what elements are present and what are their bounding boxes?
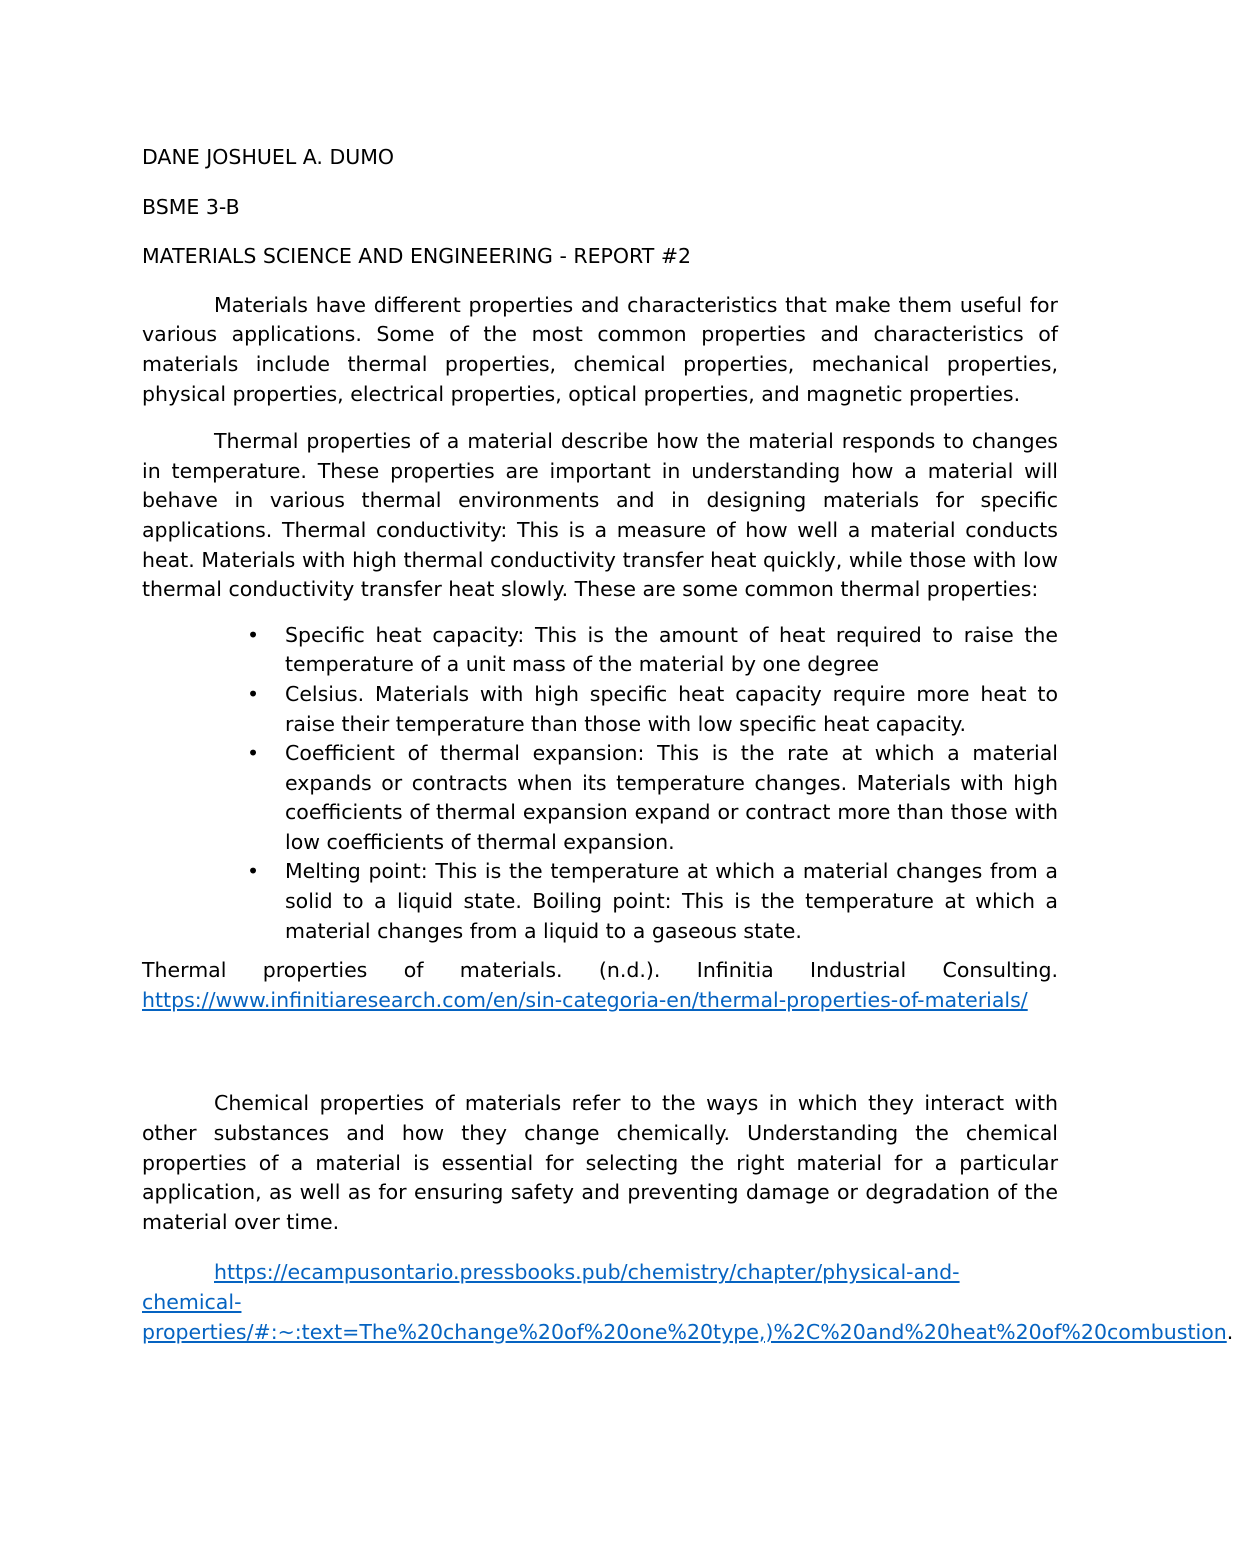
list-item: [247, 857, 1058, 946]
citation-link-chemical[interactable]: https://ecampusontario.pressbooks.pub/chemistry/chapter/physical-and-chemical-properties/#:~:text=The%20change%20of%20one%20type,)%2C%20and%20heat%20of%20combustion: [142, 1260, 1227, 1344]
bullet-icon: •: [247, 622, 260, 647]
list-item-text: Coefficient of thermal expansion: This is the rate at which a material expands or contracts when its temperature changes. Materials with high coefficients of thermal expansion expand or contract more than those with low coefficients of thermal expansion.: [285, 741, 1058, 854]
list-item-text: Specific heat capacity: This is the amount of heat required to raise the temperature of a unit mass of the material by one degree: [285, 622, 1058, 677]
list-item: [247, 621, 1058, 680]
report-title: MATERIALS SCIENCE AND ENGINEERING - REPORT #2: [142, 244, 692, 269]
bullet-icon: •: [247, 859, 260, 884]
chemical-paragraph: Chemical properties of materials refer to the ways in which they interact with other substances and how they change chemically. Understanding the chemical properties of a material is essential for selecting the right material for a particular application, as well as for ensuring safety and preventing damage or degradation of the material over time.: [142, 1091, 1058, 1234]
document-page: [142, 143, 1233, 1347]
student-section: BSME 3-B: [142, 194, 240, 219]
list-item: [247, 680, 1058, 739]
list-item-text: Celsius. Materials with high specific heat capacity require more heat to raise their temperature than those with low specific heat capacity.: [285, 681, 1058, 736]
intro-paragraph: Materials have different properties and characteristics that make them useful for various applications. Some of the most common properties and characteristics of materials include thermal properties, chemical properties, mechanical properties, physical properties, electrical properties, optical properties, and magnetic properties.: [142, 292, 1058, 406]
citation-link-thermal[interactable]: https://www.infinitiaresearch.com/en/sin-categoria-en/thermal-properties-of-materials/: [142, 987, 1028, 1012]
citation-period: .: [1226, 1319, 1233, 1344]
citation-thermal: [142, 956, 1058, 1015]
citation-chemical: [142, 1258, 1233, 1347]
list-item-text: Melting point: This is the temperature at which a material changes from a solid to a liquid state. Boiling point: This is the temperature at which a material changes from a liquid to a gaseous state.: [285, 859, 1058, 943]
thermal-paragraph: Thermal properties of a material describe how the material responds to changes in temperature. These properties are important in understanding how a material will behave in various thermal environments and in designing materials for specific applications. Thermal conductivity: This is a measure of how well a material conducts heat. Materials with high thermal conductivity transfer heat quickly, while those with low thermal conductivity transfer heat slowly. These are some common thermal properties:: [142, 429, 1058, 602]
thermal-properties-list: [142, 621, 1058, 947]
citation-text: Thermal properties of materials. (n.d.). Infinitia Industrial Consulting.: [142, 958, 1058, 983]
bullet-icon: •: [247, 741, 260, 766]
author-name: DANE JOSHUEL A. DUMO: [142, 145, 395, 169]
list-item: [247, 739, 1058, 857]
bullet-icon: •: [247, 681, 260, 706]
